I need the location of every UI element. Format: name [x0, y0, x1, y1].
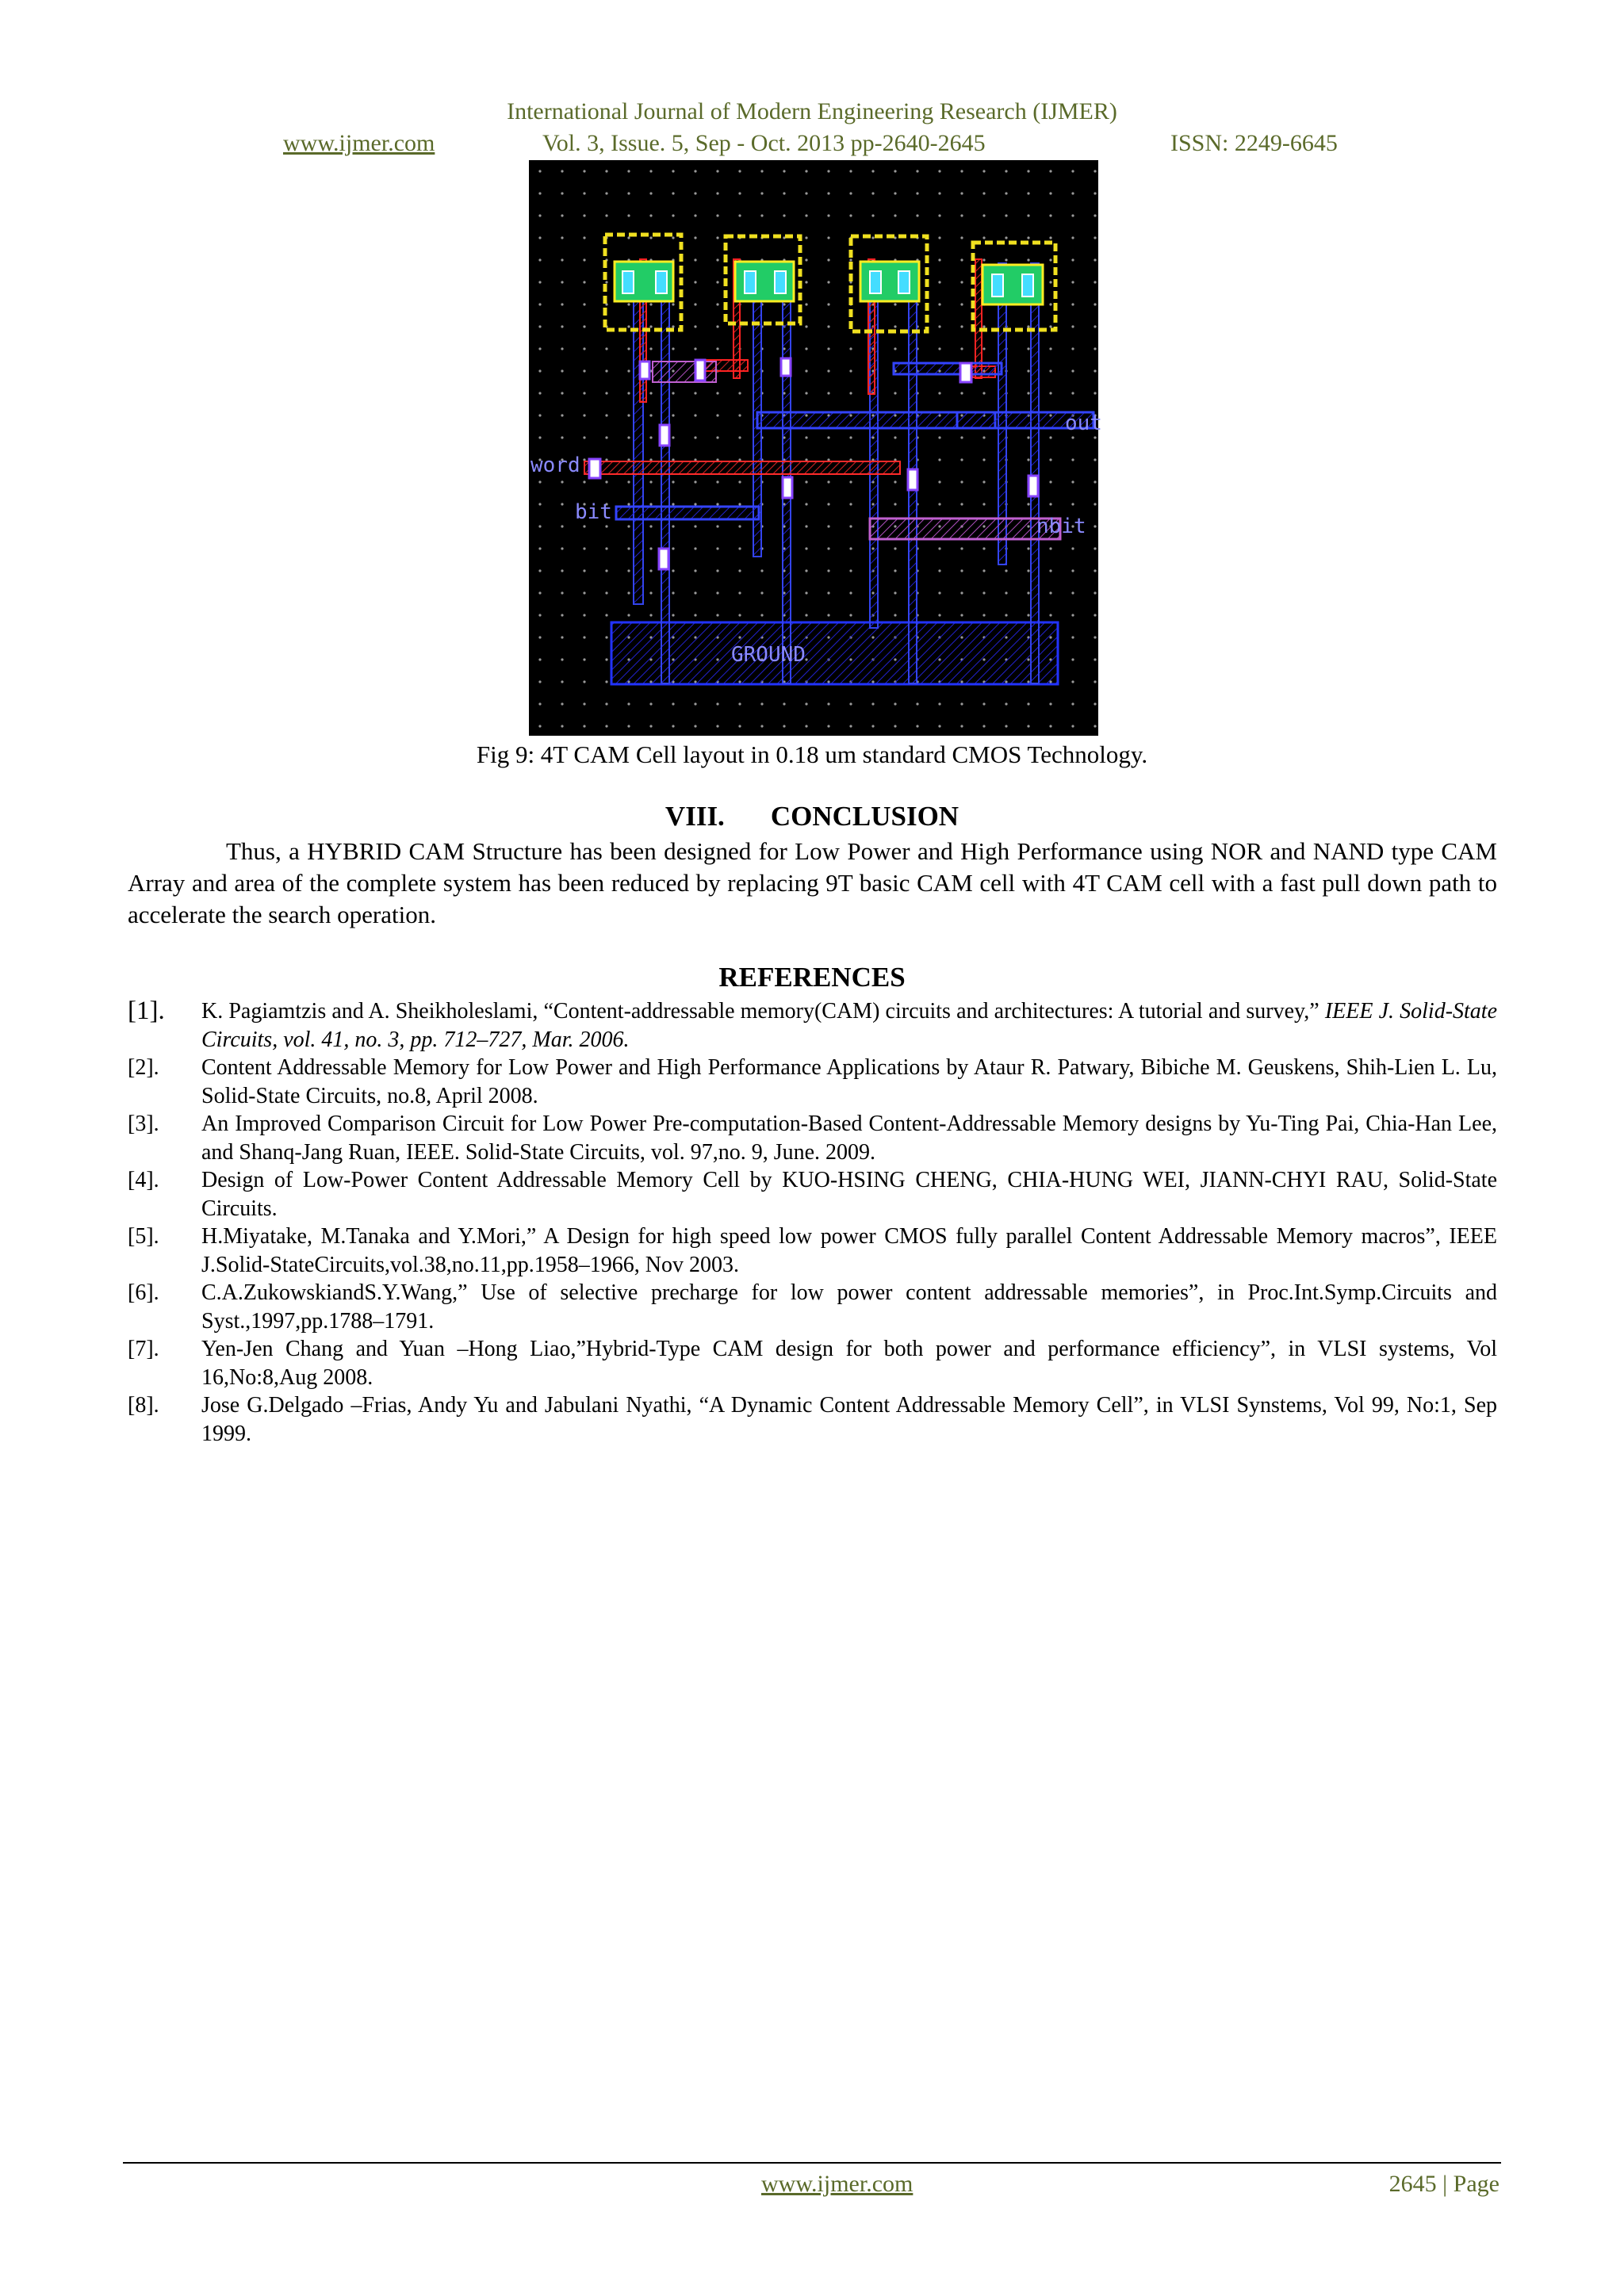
word-label: word — [530, 453, 580, 477]
reference-number: [4]. — [128, 1168, 159, 1192]
header-line — [0, 130, 1624, 162]
out-label: out — [1065, 411, 1102, 435]
nbit-label: nbit — [1036, 515, 1086, 538]
reference-text: H.Miyatake, M.Tanaka and Y.Mori,” A Design for high speed low power CMOS fully parallel Content Addressable Memory macros”, IEEE J.Solid-StateCircuits,vol.38,no.11,pp.1958–1966, Nov 2003. — [201, 1224, 1497, 1277]
reference-item — [128, 1223, 1497, 1279]
header-volume: Vol. 3, Issue. 5, Sep - Oct. 2013 pp-2640-2645 — [542, 130, 986, 156]
reference-text: Design of Low-Power Content Addressable Memory Cell by KUO-HSING CHENG, CHIA-HUNG WEI, JIANN-CHYI RAU, Solid-State Circuits. — [201, 1168, 1497, 1221]
references-heading: REFERENCES — [718, 962, 906, 993]
reference-item — [128, 1166, 1497, 1223]
reference-item — [128, 997, 1497, 1054]
reference-venue: IEEE J. Solid-State Circuits, vol. 41, no. 3, pp. 712–727, Mar. 2006. — [201, 999, 1498, 1052]
diffusion-nbit — [870, 519, 1060, 539]
diffusion-left — [653, 362, 716, 382]
footer-divider — [123, 2162, 1501, 2164]
header-issn: ISSN: 2249-6645 — [1170, 130, 1338, 156]
page-number: 2645 | Page — [1388, 2171, 1500, 2197]
conclusion-paragraph: Thus, a HYBRID CAM Structure has been designed for Low Power and High Performance using NOR and NAND type CAM Array and area of the complete system has been reduced by replacing 9T basic CAM cell with 4T CAM cell with a fast pull down path to accelerate the search operation. — [128, 837, 1497, 928]
reference-number: [3]. — [128, 1112, 159, 1136]
reference-item — [128, 1110, 1497, 1166]
reference-text: Content Addressable Memory for Low Power and High Performance Applications by Ataur R. Patwary, Bibiche M. Geuskens, Shih-Lien L. Lu, Solid-State Circuits, no.8, April 2008. — [201, 1055, 1497, 1108]
reference-item — [128, 1054, 1497, 1110]
section-title: CONCLUSION — [770, 801, 959, 832]
reference-number: [1]. — [128, 997, 165, 1025]
ground-label: GROUND — [731, 643, 806, 667]
reference-number: [6]. — [128, 1280, 159, 1305]
reference-number: [5]. — [128, 1224, 159, 1249]
conclusion-heading — [0, 801, 1624, 832]
word-line — [584, 461, 900, 474]
reference-item — [128, 1335, 1497, 1391]
reference-item — [128, 1391, 1497, 1448]
ground-rail — [611, 622, 1058, 684]
reference-text: An Improved Comparison Circuit for Low Power Pre-computation-Based Content-Addressable Memory designs by Yu-Ting Pai, Chia-Han Lee, and Shanq-Jang Ruan, IEEE. Solid-State Circuits, vol. 97,no. 9, June. 2009. — [201, 1112, 1497, 1165]
reference-text: K. Pagiamtzis and A. Sheikholeslami, “Content-addressable memory(CAM) circuits and architectures: A tutorial and survey,” — [201, 999, 1320, 1024]
reference-number: [2]. — [128, 1055, 159, 1080]
reference-text: C.A.ZukowskiandS.Y.Wang,” Use of selective precharge for low power content addressable memories”, in Proc.Int.Symp.Circuits and Syst.,1997,pp.1788–1791. — [201, 1280, 1497, 1334]
section-number: VIII. — [665, 801, 725, 832]
figure-caption: Fig 9: 4T CAM Cell layout in 0.18 um standard CMOS Technology. — [476, 740, 1148, 768]
bit-label: bit — [575, 500, 612, 524]
journal-title: International Journal of Modern Engineering Research (IJMER) — [507, 98, 1117, 124]
reference-number: [8]. — [128, 1393, 159, 1418]
reference-item — [128, 1279, 1497, 1335]
reference-number: [7]. — [128, 1337, 159, 1361]
reference-text: Yen-Jen Chang and Yuan –Hong Liao,”Hybrid-Type CAM design for both power and performance efficiency”, in VLSI systems, Vol 16,No:8,Aug 2008. — [201, 1337, 1497, 1390]
references-list — [128, 997, 1497, 1448]
footer-url-link[interactable]: www.ijmer.com — [761, 2171, 914, 2197]
header-url-link[interactable]: www.ijmer.com — [283, 130, 435, 156]
reference-text: Jose G.Delgado –Frias, Andy Yu and Jabulani Nyathi, “A Dynamic Content Addressable Memory Cell”, in VLSI Synstems, Vol 99, No:1, Sep 1999. — [201, 1393, 1497, 1446]
cam-cell-layout-figure — [529, 160, 1102, 736]
